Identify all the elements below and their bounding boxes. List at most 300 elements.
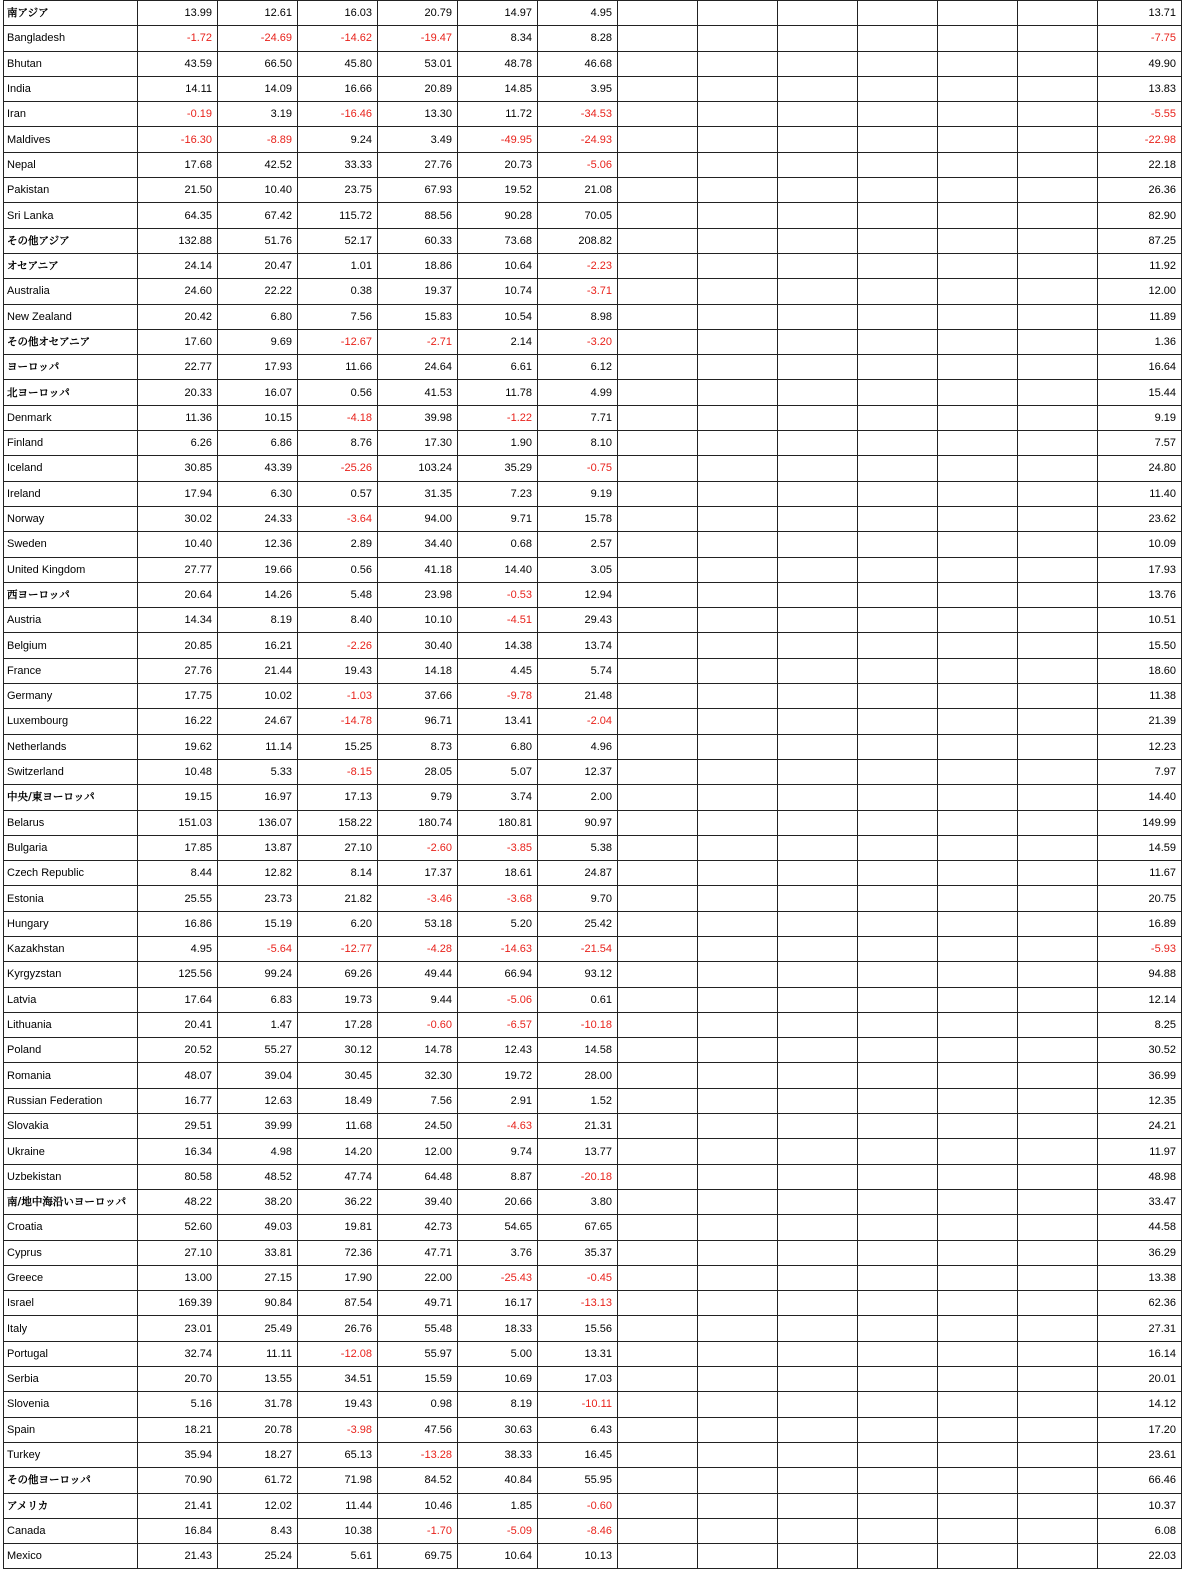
summary-value-cell: 15.50 (1098, 633, 1182, 658)
value-cell: 15.83 (378, 304, 458, 329)
value-cell: -2.23 (538, 253, 618, 278)
value-cell: 20.47 (218, 253, 298, 278)
value-cell: 8.44 (138, 861, 218, 886)
value-cell: 71.98 (298, 1468, 378, 1493)
value-cell: 27.76 (378, 152, 458, 177)
empty-cell (938, 658, 1018, 683)
empty-cell (858, 253, 938, 278)
empty-cell (1018, 1544, 1098, 1569)
value-cell: 6.26 (138, 431, 218, 456)
value-cell: 73.68 (458, 228, 538, 253)
value-cell: 64.35 (138, 203, 218, 228)
empty-cell (858, 1139, 938, 1164)
empty-cell (698, 304, 778, 329)
value-cell: 13.77 (538, 1139, 618, 1164)
empty-cell (618, 608, 698, 633)
empty-cell (698, 1012, 778, 1037)
empty-cell (778, 456, 858, 481)
empty-cell (698, 1189, 778, 1214)
value-cell: 16.34 (138, 1139, 218, 1164)
table-row (4, 936, 1182, 961)
table-row (4, 810, 1182, 835)
value-cell: 6.80 (218, 304, 298, 329)
value-cell: 30.63 (458, 1417, 538, 1442)
value-cell: 8.73 (378, 734, 458, 759)
value-cell: 39.04 (218, 1063, 298, 1088)
country-name-cell: New Zealand (4, 304, 138, 329)
empty-cell (698, 987, 778, 1012)
table-row (4, 1544, 1182, 1569)
value-cell: 48.07 (138, 1063, 218, 1088)
empty-cell (938, 582, 1018, 607)
empty-cell (618, 102, 698, 127)
empty-cell (1018, 962, 1098, 987)
empty-cell (1018, 1265, 1098, 1290)
summary-value-cell: 48.98 (1098, 1164, 1182, 1189)
summary-value-cell: -5.55 (1098, 102, 1182, 127)
empty-cell (938, 911, 1018, 936)
table-row (4, 152, 1182, 177)
table-row (4, 456, 1182, 481)
empty-cell (778, 1, 858, 26)
table-row (4, 911, 1182, 936)
value-cell: 115.72 (298, 203, 378, 228)
empty-cell (778, 608, 858, 633)
value-cell: 16.86 (138, 911, 218, 936)
value-cell: 21.82 (298, 886, 378, 911)
value-cell: 21.08 (538, 178, 618, 203)
summary-value-cell: 16.64 (1098, 355, 1182, 380)
empty-cell (1018, 1341, 1098, 1366)
empty-cell (1018, 431, 1098, 456)
country-name-cell: Maldives (4, 127, 138, 152)
value-cell: 5.38 (538, 835, 618, 860)
value-cell: 53.01 (378, 51, 458, 76)
empty-cell (1018, 911, 1098, 936)
empty-cell (698, 709, 778, 734)
value-cell: 28.00 (538, 1063, 618, 1088)
empty-cell (1018, 405, 1098, 430)
value-cell: 48.52 (218, 1164, 298, 1189)
value-cell: -2.60 (378, 835, 458, 860)
empty-cell (778, 759, 858, 784)
empty-cell (858, 1189, 938, 1214)
summary-value-cell: 13.71 (1098, 1, 1182, 26)
summary-value-cell: 24.21 (1098, 1114, 1182, 1139)
empty-cell (698, 861, 778, 886)
empty-cell (1018, 279, 1098, 304)
value-cell: 19.72 (458, 1063, 538, 1088)
empty-cell (778, 1367, 858, 1392)
empty-cell (778, 1189, 858, 1214)
empty-cell (858, 1518, 938, 1543)
summary-value-cell: 62.36 (1098, 1291, 1182, 1316)
empty-cell (858, 380, 938, 405)
table-row (4, 1341, 1182, 1366)
value-cell: 48.22 (138, 1189, 218, 1214)
value-cell: 8.43 (218, 1518, 298, 1543)
value-cell: 12.37 (538, 759, 618, 784)
value-cell: -6.57 (458, 1012, 538, 1037)
value-cell: 0.61 (538, 987, 618, 1012)
empty-cell (858, 279, 938, 304)
value-cell: 99.24 (218, 962, 298, 987)
region-name-cell: 北ヨーロッパ (4, 380, 138, 405)
table-row (4, 987, 1182, 1012)
value-cell: 8.19 (218, 608, 298, 633)
summary-value-cell: 16.14 (1098, 1341, 1182, 1366)
empty-cell (778, 1265, 858, 1290)
empty-cell (778, 936, 858, 961)
empty-cell (698, 1265, 778, 1290)
summary-value-cell: 14.40 (1098, 785, 1182, 810)
empty-cell (778, 1164, 858, 1189)
value-cell: 125.56 (138, 962, 218, 987)
empty-cell (618, 1088, 698, 1113)
value-cell: -2.04 (538, 709, 618, 734)
empty-cell (938, 1038, 1018, 1063)
summary-value-cell: 23.61 (1098, 1442, 1182, 1467)
empty-cell (858, 481, 938, 506)
table-row (4, 557, 1182, 582)
country-name-cell: Portugal (4, 1341, 138, 1366)
value-cell: 103.24 (378, 456, 458, 481)
empty-cell (858, 26, 938, 51)
summary-value-cell: 22.03 (1098, 1544, 1182, 1569)
empty-cell (938, 1392, 1018, 1417)
empty-cell (938, 76, 1018, 101)
summary-value-cell: 36.29 (1098, 1240, 1182, 1265)
value-cell: 16.84 (138, 1518, 218, 1543)
empty-cell (858, 152, 938, 177)
value-cell: 64.48 (378, 1164, 458, 1189)
value-cell: 4.95 (538, 1, 618, 26)
empty-cell (858, 608, 938, 633)
empty-cell (938, 1012, 1018, 1037)
value-cell: 21.41 (138, 1493, 218, 1518)
region-row (4, 1493, 1182, 1518)
summary-value-cell: 6.08 (1098, 1518, 1182, 1543)
value-cell: 21.50 (138, 178, 218, 203)
value-cell: 17.28 (298, 1012, 378, 1037)
empty-cell (698, 1493, 778, 1518)
empty-cell (858, 1063, 938, 1088)
value-cell: 3.80 (538, 1189, 618, 1214)
empty-cell (778, 279, 858, 304)
empty-cell (698, 936, 778, 961)
value-cell: 10.10 (378, 608, 458, 633)
value-cell: 38.20 (218, 1189, 298, 1214)
country-name-cell: Mexico (4, 1544, 138, 1569)
empty-cell (938, 1265, 1018, 1290)
empty-cell (858, 962, 938, 987)
value-cell: 23.75 (298, 178, 378, 203)
value-cell: 70.90 (138, 1468, 218, 1493)
value-cell: 22.00 (378, 1265, 458, 1290)
table-row (4, 26, 1182, 51)
value-cell: -1.22 (458, 405, 538, 430)
value-cell: 0.57 (298, 481, 378, 506)
empty-cell (698, 633, 778, 658)
value-cell: -3.98 (298, 1417, 378, 1442)
value-cell: 12.61 (218, 1, 298, 26)
table-body (4, 1, 1182, 1569)
value-cell: 18.49 (298, 1088, 378, 1113)
value-cell: 0.56 (298, 557, 378, 582)
value-cell: 20.85 (138, 633, 218, 658)
empty-cell (698, 734, 778, 759)
table-row (4, 1240, 1182, 1265)
empty-cell (938, 1215, 1018, 1240)
value-cell: 12.82 (218, 861, 298, 886)
table-row (4, 861, 1182, 886)
empty-cell (938, 633, 1018, 658)
summary-value-cell: 14.12 (1098, 1392, 1182, 1417)
empty-cell (618, 1493, 698, 1518)
value-cell: -16.46 (298, 102, 378, 127)
empty-cell (778, 1240, 858, 1265)
empty-cell (778, 962, 858, 987)
value-cell: 31.78 (218, 1392, 298, 1417)
value-cell: -3.64 (298, 506, 378, 531)
value-cell: 54.65 (458, 1215, 538, 1240)
empty-cell (778, 253, 858, 278)
summary-value-cell: 30.52 (1098, 1038, 1182, 1063)
value-cell: 16.22 (138, 709, 218, 734)
table-row (4, 1417, 1182, 1442)
empty-cell (778, 1088, 858, 1113)
value-cell: 18.27 (218, 1442, 298, 1467)
summary-value-cell: 44.58 (1098, 1215, 1182, 1240)
empty-cell (698, 203, 778, 228)
value-cell: 43.59 (138, 51, 218, 76)
value-cell: 27.77 (138, 557, 218, 582)
empty-cell (698, 962, 778, 987)
value-cell: -3.20 (538, 329, 618, 354)
value-cell: 20.66 (458, 1189, 538, 1214)
empty-cell (1018, 684, 1098, 709)
value-cell: 13.30 (378, 102, 458, 127)
summary-value-cell: -5.93 (1098, 936, 1182, 961)
summary-value-cell: 11.40 (1098, 481, 1182, 506)
value-cell: -16.30 (138, 127, 218, 152)
empty-cell (858, 1164, 938, 1189)
value-cell: -0.75 (538, 456, 618, 481)
country-name-cell: Sweden (4, 532, 138, 557)
empty-cell (618, 1139, 698, 1164)
empty-cell (618, 481, 698, 506)
value-cell: 10.38 (298, 1518, 378, 1543)
value-cell: -13.28 (378, 1442, 458, 1467)
empty-cell (618, 886, 698, 911)
table-row (4, 481, 1182, 506)
table-row (4, 709, 1182, 734)
empty-cell (858, 759, 938, 784)
value-cell: 35.94 (138, 1442, 218, 1467)
table-row (4, 1316, 1182, 1341)
empty-cell (858, 1544, 938, 1569)
empty-cell (938, 734, 1018, 759)
empty-cell (1018, 1468, 1098, 1493)
value-cell: 47.74 (298, 1164, 378, 1189)
empty-cell (1018, 456, 1098, 481)
value-cell: 18.86 (378, 253, 458, 278)
country-name-cell: Russian Federation (4, 1088, 138, 1113)
value-cell: 24.67 (218, 709, 298, 734)
value-cell: 24.33 (218, 506, 298, 531)
value-cell: 35.29 (458, 456, 538, 481)
value-cell: -14.62 (298, 26, 378, 51)
empty-cell (938, 304, 1018, 329)
country-name-cell: Bangladesh (4, 26, 138, 51)
value-cell: 27.10 (138, 1240, 218, 1265)
value-cell: 30.02 (138, 506, 218, 531)
value-cell: 61.72 (218, 1468, 298, 1493)
empty-cell (1018, 76, 1098, 101)
value-cell: 20.64 (138, 582, 218, 607)
value-cell: 42.52 (218, 152, 298, 177)
empty-cell (858, 1240, 938, 1265)
empty-cell (698, 1392, 778, 1417)
value-cell: -8.46 (538, 1518, 618, 1543)
table-row (4, 1114, 1182, 1139)
summary-value-cell: 11.97 (1098, 1139, 1182, 1164)
value-cell: 30.40 (378, 633, 458, 658)
empty-cell (1018, 1114, 1098, 1139)
value-cell: 3.74 (458, 785, 538, 810)
value-cell: 19.52 (458, 178, 538, 203)
country-name-cell: Denmark (4, 405, 138, 430)
empty-cell (1018, 1063, 1098, 1088)
value-cell: 31.35 (378, 481, 458, 506)
value-cell: -25.43 (458, 1265, 538, 1290)
value-cell: 36.22 (298, 1189, 378, 1214)
empty-cell (938, 810, 1018, 835)
value-cell: 52.17 (298, 228, 378, 253)
value-cell: 13.55 (218, 1367, 298, 1392)
empty-cell (698, 253, 778, 278)
table-row (4, 1088, 1182, 1113)
region-name-cell: 中央/東ヨーロッパ (4, 785, 138, 810)
value-cell: 10.02 (218, 684, 298, 709)
table-row (4, 127, 1182, 152)
empty-cell (698, 152, 778, 177)
region-row (4, 228, 1182, 253)
value-cell: 12.36 (218, 532, 298, 557)
value-cell: 5.61 (298, 1544, 378, 1569)
value-cell: 9.71 (458, 506, 538, 531)
table-row (4, 633, 1182, 658)
country-name-cell: Iceland (4, 456, 138, 481)
empty-cell (938, 228, 1018, 253)
value-cell: 5.16 (138, 1392, 218, 1417)
country-name-cell: Australia (4, 279, 138, 304)
summary-value-cell: 20.01 (1098, 1367, 1182, 1392)
empty-cell (698, 431, 778, 456)
empty-cell (618, 1341, 698, 1366)
summary-value-cell: 18.60 (1098, 658, 1182, 683)
value-cell: 6.83 (218, 987, 298, 1012)
empty-cell (618, 26, 698, 51)
empty-cell (938, 936, 1018, 961)
empty-cell (938, 835, 1018, 860)
empty-cell (938, 26, 1018, 51)
empty-cell (778, 1291, 858, 1316)
value-cell: 47.71 (378, 1240, 458, 1265)
empty-cell (1018, 582, 1098, 607)
value-cell: 10.40 (138, 532, 218, 557)
value-cell: 6.30 (218, 481, 298, 506)
empty-cell (698, 1240, 778, 1265)
table-row (4, 734, 1182, 759)
value-cell: 8.98 (538, 304, 618, 329)
empty-cell (698, 608, 778, 633)
value-cell: 9.44 (378, 987, 458, 1012)
empty-cell (618, 1442, 698, 1467)
empty-cell (698, 456, 778, 481)
value-cell: 24.64 (378, 355, 458, 380)
empty-cell (938, 1291, 1018, 1316)
value-cell: -12.67 (298, 329, 378, 354)
value-cell: 25.55 (138, 886, 218, 911)
country-name-cell: Belarus (4, 810, 138, 835)
value-cell: 39.98 (378, 405, 458, 430)
value-cell: 132.88 (138, 228, 218, 253)
empty-cell (858, 684, 938, 709)
table-row (4, 1392, 1182, 1417)
empty-cell (698, 1518, 778, 1543)
value-cell: 8.76 (298, 431, 378, 456)
value-cell: 3.49 (378, 127, 458, 152)
empty-cell (778, 203, 858, 228)
region-row (4, 355, 1182, 380)
value-cell: 23.73 (218, 886, 298, 911)
empty-cell (1018, 1164, 1098, 1189)
empty-cell (698, 127, 778, 152)
table-row (4, 203, 1182, 228)
country-name-cell: Greece (4, 1265, 138, 1290)
value-cell: 16.17 (458, 1291, 538, 1316)
empty-cell (618, 1544, 698, 1569)
empty-cell (1018, 506, 1098, 531)
empty-cell (858, 203, 938, 228)
empty-cell (618, 810, 698, 835)
value-cell: -4.63 (458, 1114, 538, 1139)
value-cell: 13.31 (538, 1341, 618, 1366)
value-cell: 18.33 (458, 1316, 538, 1341)
empty-cell (1018, 178, 1098, 203)
empty-cell (698, 178, 778, 203)
country-name-cell: Spain (4, 1417, 138, 1442)
value-cell: 93.12 (538, 962, 618, 987)
value-cell: 25.24 (218, 1544, 298, 1569)
empty-cell (778, 355, 858, 380)
value-cell: 40.84 (458, 1468, 538, 1493)
value-cell: 15.56 (538, 1316, 618, 1341)
empty-cell (938, 127, 1018, 152)
value-cell: 16.03 (298, 1, 378, 26)
empty-cell (858, 405, 938, 430)
empty-cell (618, 1417, 698, 1442)
table-row (4, 1164, 1182, 1189)
value-cell: 17.93 (218, 355, 298, 380)
region-name-cell: オセアニア (4, 253, 138, 278)
value-cell: 21.44 (218, 658, 298, 683)
empty-cell (698, 684, 778, 709)
country-name-cell: Switzerland (4, 759, 138, 784)
value-cell: 24.50 (378, 1114, 458, 1139)
empty-cell (618, 1367, 698, 1392)
